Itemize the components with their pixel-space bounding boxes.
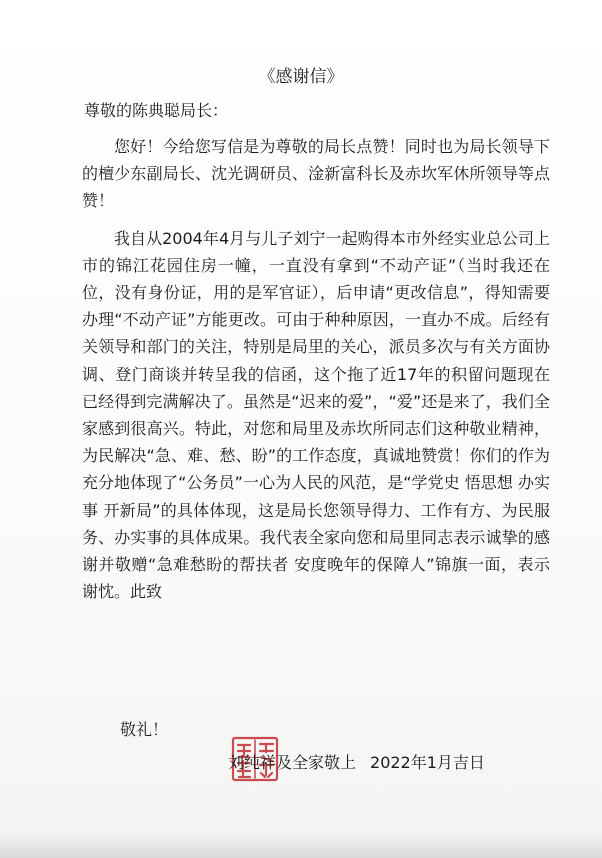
closing: 敬礼！ [120,720,169,739]
letter-title: 《感谢信》 [258,67,344,87]
signoff-line [228,750,485,773]
salutation: 尊敬的陈典聪局长： [84,101,229,120]
letter-date: 2022年1月吉日 [370,753,485,772]
signature: 刘纯祥及全家敬上 [228,753,357,772]
paragraph-greeting: 您好！今给您写信是为尊敬的局长点赞！同时也为局长领导下的檀少东副局长、沈光调研员、淦新富科长及赤坎军休所领导等点赞！ [82,137,550,211]
letter-body [82,133,550,605]
paragraph-main: 我自从2004年4月与儿子刘宁一起购得本市外经实业总公司上市的锦江花园住房一幢，一直没有拿到“不动产证”（当时我还在位，没有身份证，用的是军官证），后申请“更改信息”，得知需要办理“不动产证”方能更改。可由于种种原因，一直办不成。后经有关领导和部门的关注，特别是局里的关心，派员多次与有关方面协调、登门商谈并转呈我的信函，这个拖了近17年的积留问题现在已经得到完满解决了。虽然是“迟来的爱”，“爱”还是来了，我们全家感到很高兴。特此，对您和局里及赤坎所同志们这种敬业精神，为民解决“急、难、愁、盼”的工作态度，真诚地赞赏！你们的作为充分地体现了“公务员”一心为人民的风范，是“学党史 悟思想 办实事 开新局”的具体体现，这是局长您领导得力、工作有方、为民服务、办实事的具体成果。我代表全家向您和局里同志表示诚挚的感谢并敬赠“急难愁盼的帮扶者 安度晚年的保障人”锦旗一面，表示谢忱。此致 [82,228,550,602]
